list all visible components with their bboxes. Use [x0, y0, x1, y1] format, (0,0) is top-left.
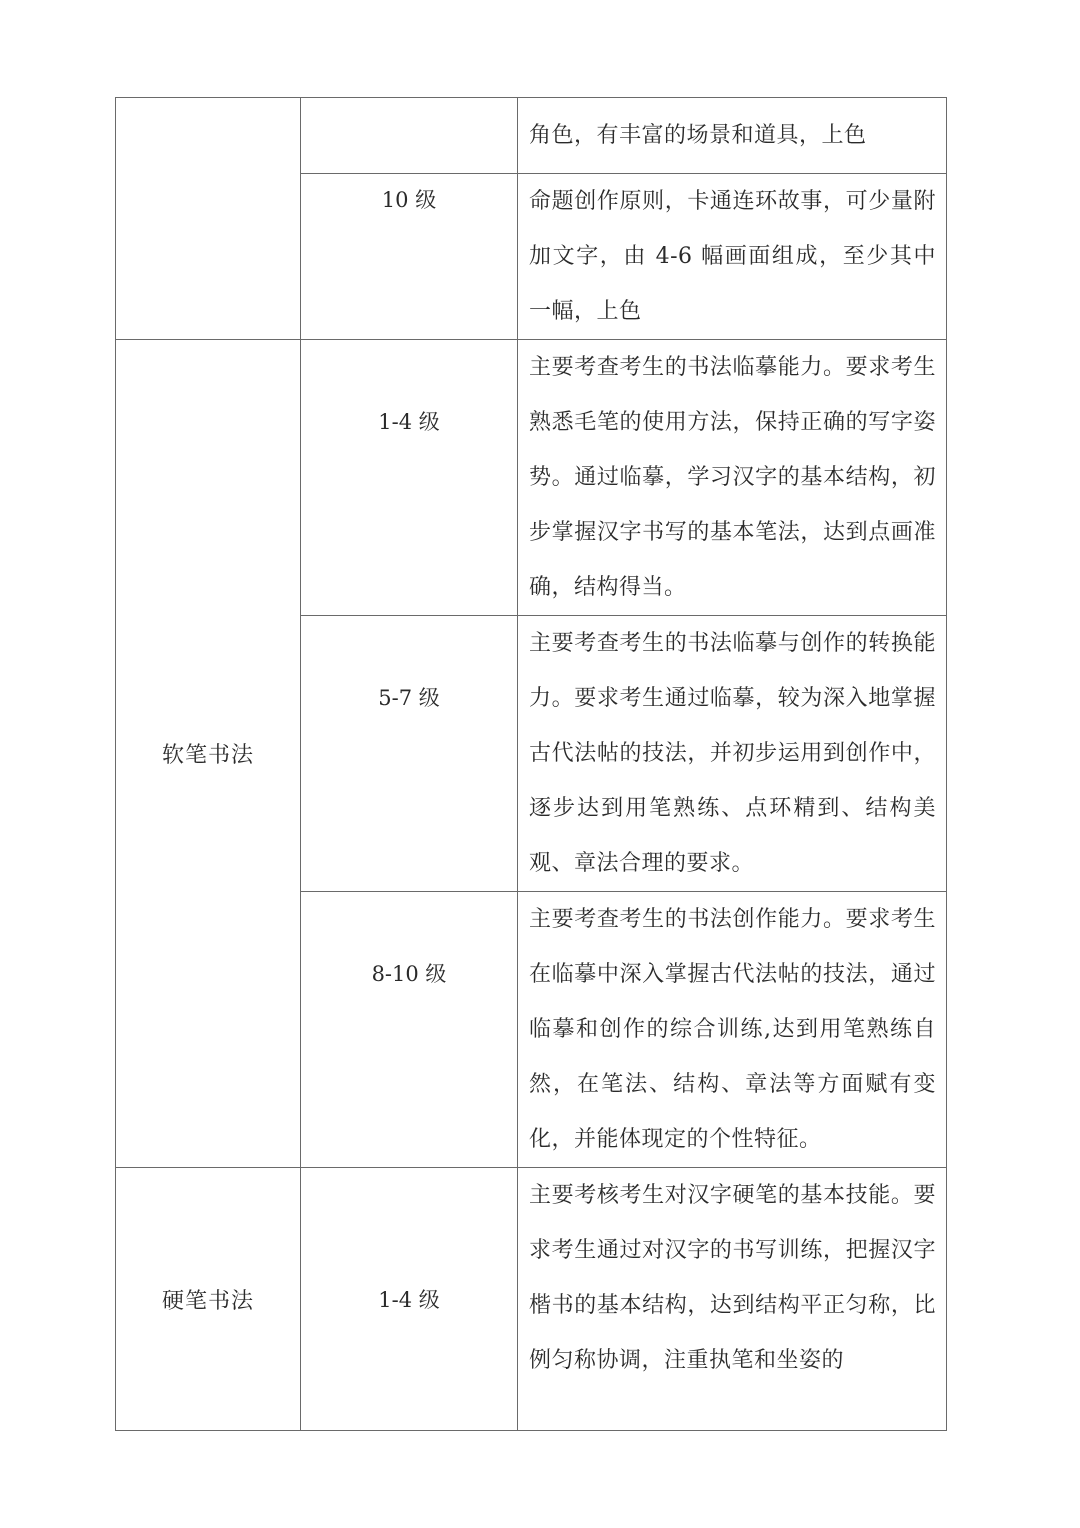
description-text: 主要考查考生的书法临摹与创作的转换能力。要求考生通过临摹，较为深入地掌握古代法帖的技法，并初步运用到创作中，逐步达到用笔熟练、点环精到、结构美观、章法合理的要求。	[529, 631, 936, 876]
level-cell	[301, 892, 518, 1168]
table-row	[116, 340, 947, 616]
description-cell	[518, 616, 947, 892]
subject-cell-empty	[116, 98, 301, 340]
level-label: 5-7 级	[378, 686, 440, 710]
grading-table	[115, 97, 947, 1431]
level-cell-empty	[301, 98, 518, 174]
level-label: 1-4 级	[378, 1288, 440, 1312]
level-label: 1-4 级	[378, 410, 440, 434]
description-cell	[518, 98, 947, 174]
subject-cell	[116, 1168, 301, 1431]
level-cell	[301, 616, 518, 892]
subject-label: 软笔书法	[161, 743, 254, 768]
level-label: 8-10 级	[371, 962, 447, 986]
description-cell	[518, 892, 947, 1168]
description-text: 主要考核考生对汉字硬笔的基本技能。要求考生通过对汉字的书写训练，把握汉字楷书的基本结构，达到结构平正匀称，比例匀称协调，注重执笔和坐姿的	[529, 1183, 936, 1373]
level-cell	[301, 174, 518, 340]
table-row	[116, 1168, 947, 1431]
level-cell	[301, 1168, 518, 1431]
description-text: 主要考查考生的书法临摹能力。要求考生熟悉毛笔的使用方法，保持正确的写字姿势。通过临摹，学习汉字的基本结构，初步掌握汉字书写的基本笔法，达到点画准确，结构得当。	[529, 355, 936, 600]
table-row	[116, 98, 947, 174]
level-cell	[301, 340, 518, 616]
description-cell	[518, 174, 947, 340]
level-label: 10 级	[381, 188, 437, 212]
description-text: 角色，有丰富的场景和道具，上色	[529, 123, 867, 148]
description-cell	[518, 1168, 947, 1431]
description-text: 主要考查考生的书法创作能力。要求考生在临摹中深入掌握古代法帖的技法，通过临摹和创作的综合训练,达到用笔熟练自然，在笔法、结构、章法等方面赋有变化，并能体现定的个性特征。	[529, 907, 936, 1152]
description-cell	[518, 340, 947, 616]
description-text: 命题创作原则，卡通连环故事，可少量附加文字，由 4-6 幅画面组成，至少其中一幅，上色	[529, 189, 936, 324]
subject-cell	[116, 340, 301, 1168]
subject-label: 硬笔书法	[161, 1288, 254, 1314]
